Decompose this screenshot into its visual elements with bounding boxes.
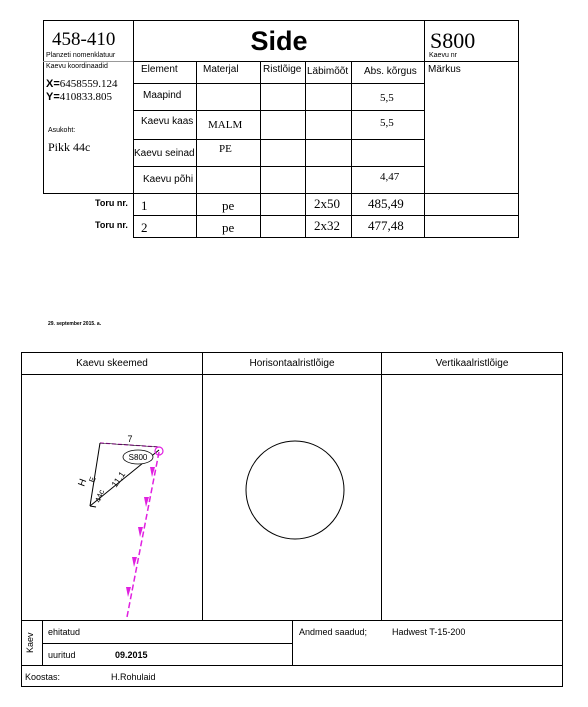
surveyed-label: uuritud <box>48 650 76 660</box>
rule <box>21 665 563 666</box>
nomenclature: 458-410 <box>52 29 116 50</box>
pipe-arrow <box>132 557 137 567</box>
rule <box>292 620 293 665</box>
row-element: Maapind <box>143 90 182 101</box>
source-value: Hadwest T-15-200 <box>392 627 466 637</box>
rule <box>42 643 292 644</box>
nomenclature-caption: Planzeti nomenklatuur <box>46 52 116 59</box>
col-header-cross: Ristlõige <box>263 64 302 75</box>
y-coordinate <box>46 91 112 103</box>
well-label: S800 <box>128 453 148 462</box>
rule <box>133 166 424 167</box>
col-header-note: Märkus <box>428 64 461 75</box>
rule <box>562 352 563 686</box>
row-height: 4,47 <box>380 171 400 183</box>
rule <box>518 20 519 238</box>
surveyed-date: 09.2015 <box>115 650 148 660</box>
col-header-height: Abs. kõrgus <box>364 66 417 77</box>
side-label: Kaev <box>25 632 35 653</box>
pipe-label: Toru nr. <box>95 198 128 208</box>
row-material: PE <box>219 143 232 155</box>
pipe-arrow <box>126 587 131 597</box>
x-value: 6458559.124 <box>59 78 118 90</box>
rule <box>43 61 133 62</box>
panel-title-horizontal: Horisontaalristlõige <box>249 358 335 369</box>
col-header-material: Materjal <box>203 64 239 75</box>
well-number-caption: Kaevu nr <box>429 52 458 59</box>
rule <box>351 61 352 238</box>
source-label: Andmed saadud; <box>299 627 368 637</box>
pipe-label: Toru nr. <box>95 220 128 230</box>
rule <box>133 237 519 238</box>
col-header-element: Element <box>141 64 178 75</box>
pipe-material: pe <box>222 198 235 213</box>
pipe-height: 485,49 <box>368 196 404 211</box>
well-circle <box>246 441 344 539</box>
rule <box>381 352 382 620</box>
x-label: X= <box>46 78 60 90</box>
house-label: 44c <box>93 488 107 504</box>
rule <box>43 193 519 194</box>
author-label: Koostas: <box>25 672 61 682</box>
row-material: MALM <box>208 119 243 131</box>
rule <box>133 215 519 216</box>
col-header-diameter: Läbimõõt <box>307 66 349 77</box>
rule <box>260 61 261 238</box>
location-value: Pikk 44c <box>48 140 91 154</box>
row-element: Kaevu seinad <box>134 148 195 159</box>
well-number: S800 <box>430 28 476 53</box>
pipe-height: 477,48 <box>368 218 404 233</box>
row-element: Kaevu põhi <box>143 174 194 185</box>
rule <box>133 110 424 111</box>
pipe-diameter: 2x32 <box>314 218 340 233</box>
pipe-number: 2 <box>141 220 148 235</box>
location-caption: Asukoht: <box>48 127 76 134</box>
panel-title-vertical: Vertikaalristlõige <box>435 358 509 369</box>
page-title: Side <box>250 25 308 56</box>
h-label: H <box>76 477 90 489</box>
row-height: 5,5 <box>380 92 394 104</box>
rule <box>43 20 44 193</box>
rule <box>133 139 424 140</box>
coords-caption: Kaevu koordinaadid <box>46 63 108 70</box>
horizontal-cross-section <box>203 375 381 620</box>
x-coordinate <box>46 78 118 90</box>
pipe-number: 1 <box>141 198 148 213</box>
y-value: 410833.805 <box>59 91 113 103</box>
pipe-diameter: 2x50 <box>314 196 340 211</box>
well-sketch <box>22 375 202 620</box>
dimension-label-side: 11,1 <box>109 469 128 490</box>
rule <box>133 83 424 84</box>
rule <box>424 20 425 238</box>
house-wall <box>90 506 96 507</box>
date-text: 29. september 2015. a. <box>48 321 102 327</box>
rule <box>21 686 563 687</box>
built-label: ehitatud <box>48 627 81 637</box>
rule <box>196 61 197 238</box>
rule <box>305 61 306 238</box>
pipe-material: pe <box>222 220 235 235</box>
e-label: E <box>87 475 98 484</box>
y-label: Y= <box>46 91 60 103</box>
dimension-label-top: 7 <box>127 434 133 444</box>
row-element: Kaevu kaas <box>141 116 194 127</box>
pipe-line <box>127 452 159 617</box>
panel-title-schemes: Kaevu skeemed <box>76 358 148 369</box>
row-height: 5,5 <box>380 117 394 129</box>
author-value: H.Rohulaid <box>111 672 156 682</box>
rule <box>133 61 519 62</box>
